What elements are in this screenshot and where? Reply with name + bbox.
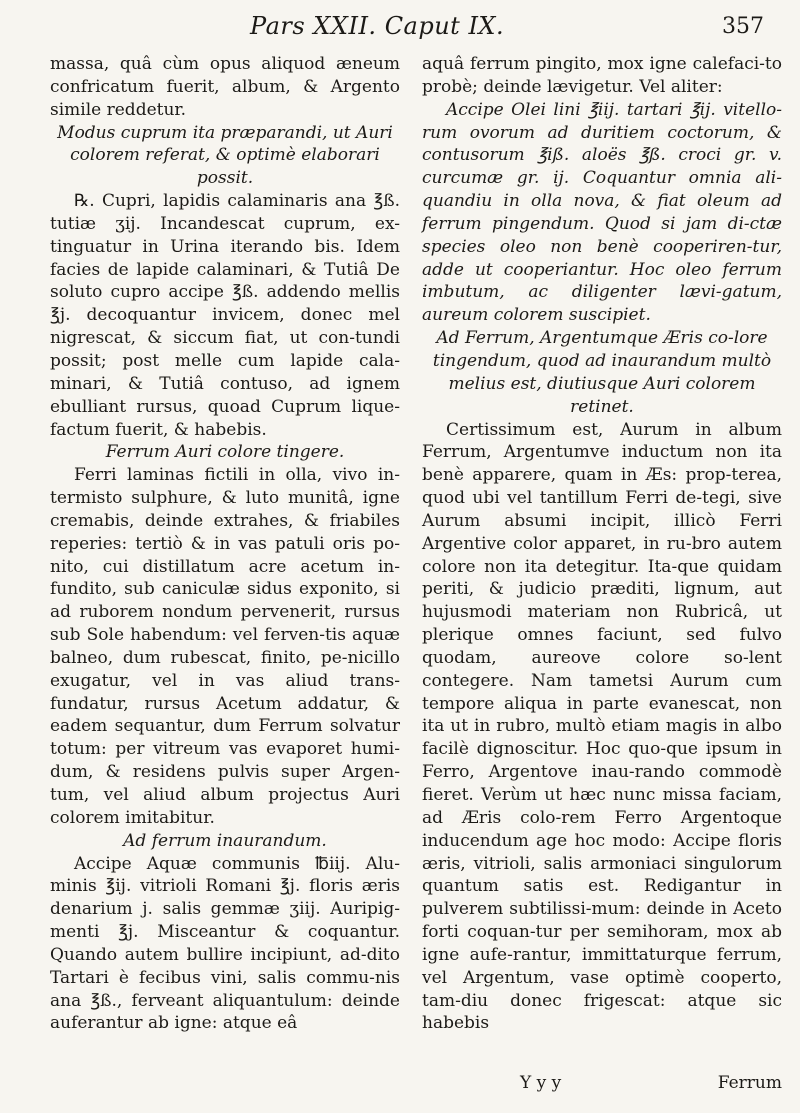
signature-mark: Y y y bbox=[520, 1073, 562, 1093]
recipe-paragraph: ℞. Cupri, lapidis calaminaris ana ℥ß. tutiæ ʒij. Incandescat cuprum, ex-tinguatur in Urina iterando bis. Idem facies de lapide calaminari, & Tutiâ De soluto cupro accipe ℥ß. addendo mellis ℥j. decoquantur invicem, donec mel nigrescat, & siccum fiat, ut con-tundi possit; post melle cum lapide cala-minari, & Tutiâ contuso, ad ignem ebulliant rursus, quoad Cuprum lique-factum fuerit, & habebis. bbox=[50, 191, 400, 440]
recipe-paragraph: Accipe Aquæ communis ℔iij. Alu-minis ℥ij. vitrioli Romani ℥j. floris æris denarium j. salis gemmæ ʒiij. Auripig-menti ℥j. Misceantur & coquantur. Quando autem bullire incipiunt, ad-dito Tartari è fecibus vini, salis commu-nis ana ℥ß., ferveant aliquantulum: deinde auferantur ab igne: atque eâ bbox=[50, 853, 400, 1034]
catchword: Ferrum bbox=[717, 1073, 782, 1093]
page-number: 357 bbox=[722, 14, 764, 39]
paragraph: aquâ ferrum pingito, mox igne calefaci-to probè; deinde lævigetur. Vel aliter: bbox=[422, 54, 782, 97]
section-heading: Ad Ferrum, Argentumque Æris co-lore tingendum, quod ad inaurandum multò melius est, diutiusque Auri colorem retinet. bbox=[432, 328, 772, 417]
running-header bbox=[0, 0, 800, 60]
right-column bbox=[422, 53, 782, 1073]
paragraph: massa, quâ cùm opus aliquod æneum confricatum fuerit, album, & Argento simile reddetur. bbox=[50, 54, 400, 120]
page-footer bbox=[500, 1073, 782, 1097]
recipe-paragraph: Ferri laminas fictili in olla, vivo in-termisto sulphure, & luto munitâ, igne cremabis, deinde extrahes, & friabiles reperies: tertiò & in vas patuli oris po-nito, cui distillatum acre acetum in-fundito, sub caniculæ sidus exponito, si ad ruborem nondum pervenerit, rursus sub Sole habendum: vel ferven-tis aquæ balneo, dum rubescat, finito, pe-nicillo exugatur, vel in vas aliud trans-fundatur, rursus Acetum addatur, & eadem sequantur, dum Ferrum solvatur totum: per vitreum vas evaporet humi-dum, & residens pulvis super Argen-tum, vel aliud album projectus Auri colorem imitabitur. bbox=[50, 465, 400, 828]
left-column bbox=[50, 53, 400, 1073]
section-heading: Ad ferrum inaurandum. bbox=[123, 830, 327, 851]
paragraph: Certissimum est, Aurum in album Ferrum, Argentumve inductum non ita benè apparere, quam in Æs: prop-terea, quod ubi vel tantillum Ferri de-tegi, sive Aurum absumi incipit, illicò Ferri Argentive color apparet, in ru-bro autem colore non ita detegitur. Ita-que quidam periti, & judicio præditi, lignum, aut hujusmodi materiam non Rubricâ, ut plerique omnes faciunt, sed fulvo quodam, aureove colore so-lent contegere. Nam tametsi Aurum cum tempore aliqua in parte evanescat, non ita ut in rubro, multò etiam magis in albo facilè dignoscitur. Hoc quo-que ipsum in Ferro, Argentove inau-rando commodè fieret. Verùm ut hæc nunc missa faciam, ad Æris colo-rem Ferro Argentoque inducendum age hoc modo: Accipe floris æris, vitrioli, salis armoniaci singulorum quantum satis est. Redigantur in pulverem subtilissi-mum: deinde in Aceto forti coquan-tur per semihoram, mox ab igne aufe-rantur, immittaturque ferrum, vel Argentum, vase optimè cooperto, tam-diu donec frigescat: atque sic habebis bbox=[422, 419, 782, 1034]
recipe-paragraph: Accipe Olei lini ℥iij. tartari ℥ij. vitello-rum ovorum ad duritiem coctorum, & contusorum ℥iß. aloës ℥ß. croci gr. v. curcumæ gr. ij. Coquantur omnia ali-quandiu in olla nova, & fiat oleum ad ferrum pingendum. Quod si jam di-ctæ species oleo non benè cooperiren-tur, adde ut cooperiantur. Hoc oleo ferrum imbutum, ac diligenter lævi-gatum, aureum colorem suscipiet. bbox=[422, 99, 782, 326]
section-heading: Modus cuprum ita præparandi, ut Auri colorem referat, & optimè elaborari possit. bbox=[57, 122, 393, 189]
section-heading: Ferrum Auri colore tingere. bbox=[105, 442, 345, 463]
running-title: Pars XXII. Caput IX. bbox=[250, 12, 505, 40]
